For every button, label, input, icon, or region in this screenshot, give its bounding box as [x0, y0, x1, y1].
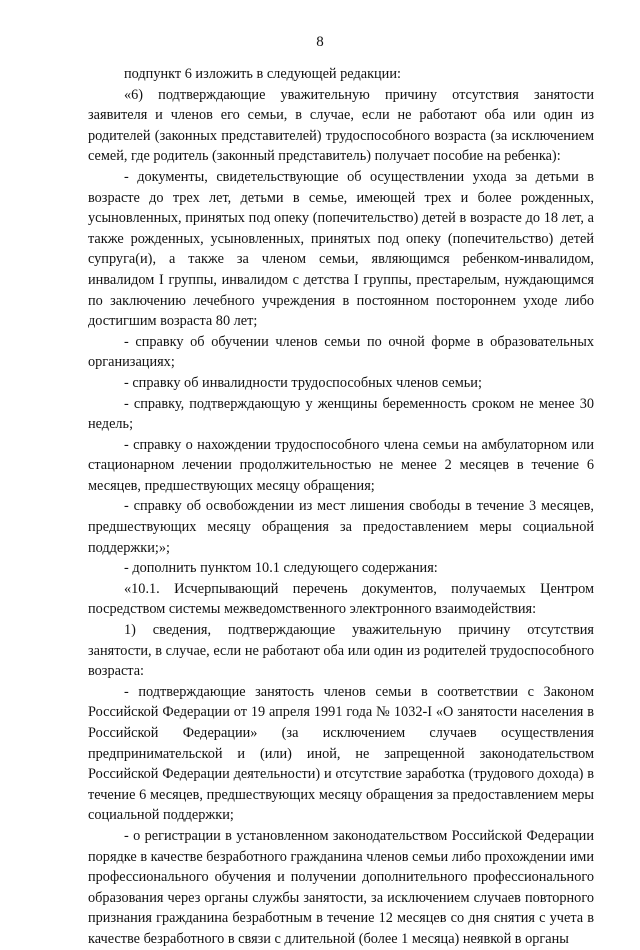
paragraph-pregnancy-certificate: - справку, подтверждающую у женщины беременность сроком не менее 30 недель; [88, 395, 594, 433]
paragraph-add-item-10-1: - дополнить пунктом 10.1 следующего содержания: [124, 560, 438, 577]
paragraph-unemployment-registration: - о регистрации в установленном законодательством Российской Федерации порядке в качестве безработного гражданина членов семьи либо прохождении ими профессионального обучения и получении дополнительного профессионального образования через органы службы занятости, за исключением случаев повторного признания гражданина безработным в течение 12 месяцев со дня снятия с учета в качестве безработного в связи с длительной (более 1 месяца) неявкой в органы [88, 827, 594, 947]
paragraph-education-certificate: - справку об обучении членов семьи по очной форме в образовательных организациях; [88, 333, 594, 371]
paragraph-disability-certificate: - справку об инвалидности трудоспособных членов семьи; [124, 374, 482, 391]
paragraph-childcare-documents: - документы, свидетельствующие об осуществлении ухода за детьми в возрасте до трех лет, детьми в семье, имеющей трех и более рожденных, усыновленных, принятых под опеку (попечительство) детей в возрасте до 18 лет, а также рожденных, усыновленных, принятых под опеку (попечительство) детей супруга(и), а также за членом семьи, являющимся ребенком-инвалидом, инвалидом I группы, инвалидом с детства I группы, престарелым, нуждающимся по заключению лечебного учреждения в постоянном постороннем уходе либо достигшим возраста 80 лет; [88, 168, 594, 330]
document-body [88, 64, 594, 950]
paragraph-subitem-6: «6) подтверждающие уважительную причину отсутствия занятости заявителя и членов его семьи, в случае, если не работают оба или один из родителей (законных представителей) трудоспособного возраста (за исключением семей, где родитель (законный представитель) получает пособие на ребенка): [88, 86, 594, 165]
page-number: 8 [316, 34, 324, 50]
paragraph-item-10-1: «10.1. Исчерпывающий перечень документов, получаемых Центром посредством системы межведомственного электронного взаимодействия: [88, 580, 594, 618]
paragraph-treatment-certificate: - справку о нахождении трудоспособного члена семьи на амбулаторном или стационарном лечении продолжительностью не менее 2 месяцев в течение 6 месяцев, предшествующих месяцу обращения; [88, 436, 594, 494]
paragraph-employment-law: - подтверждающие занятость членов семьи в соответствии с Законом Российской Федерации от 19 апреля 1991 года № 1032-I «О занятости населения в Российской Федерации» (за исключением случаев осуществления предпринимательской и (или) иной, не запрещенной законодательством Российской Федерации деятельности) и отсутствие заработка (трудового дохода) в течение 6 месяцев, предшествующих месяцу обращения за предоставлением меры социальной поддержки; [88, 683, 594, 824]
paragraph-amendment-intro: подпункт 6 изложить в следующей редакции: [124, 66, 401, 82]
paragraph-release-certificate: - справку об освобождении из мест лишения свободы в течение 3 месяцев, предшествующих месяцу обращения за предоставлением меры социальной поддержки;»; [88, 498, 594, 556]
paragraph-employment-info: 1) сведения, подтверждающие уважительную причину отсутствия занятости, в случае, если не работают оба или один из родителей трудоспособного возраста: [88, 622, 594, 680]
